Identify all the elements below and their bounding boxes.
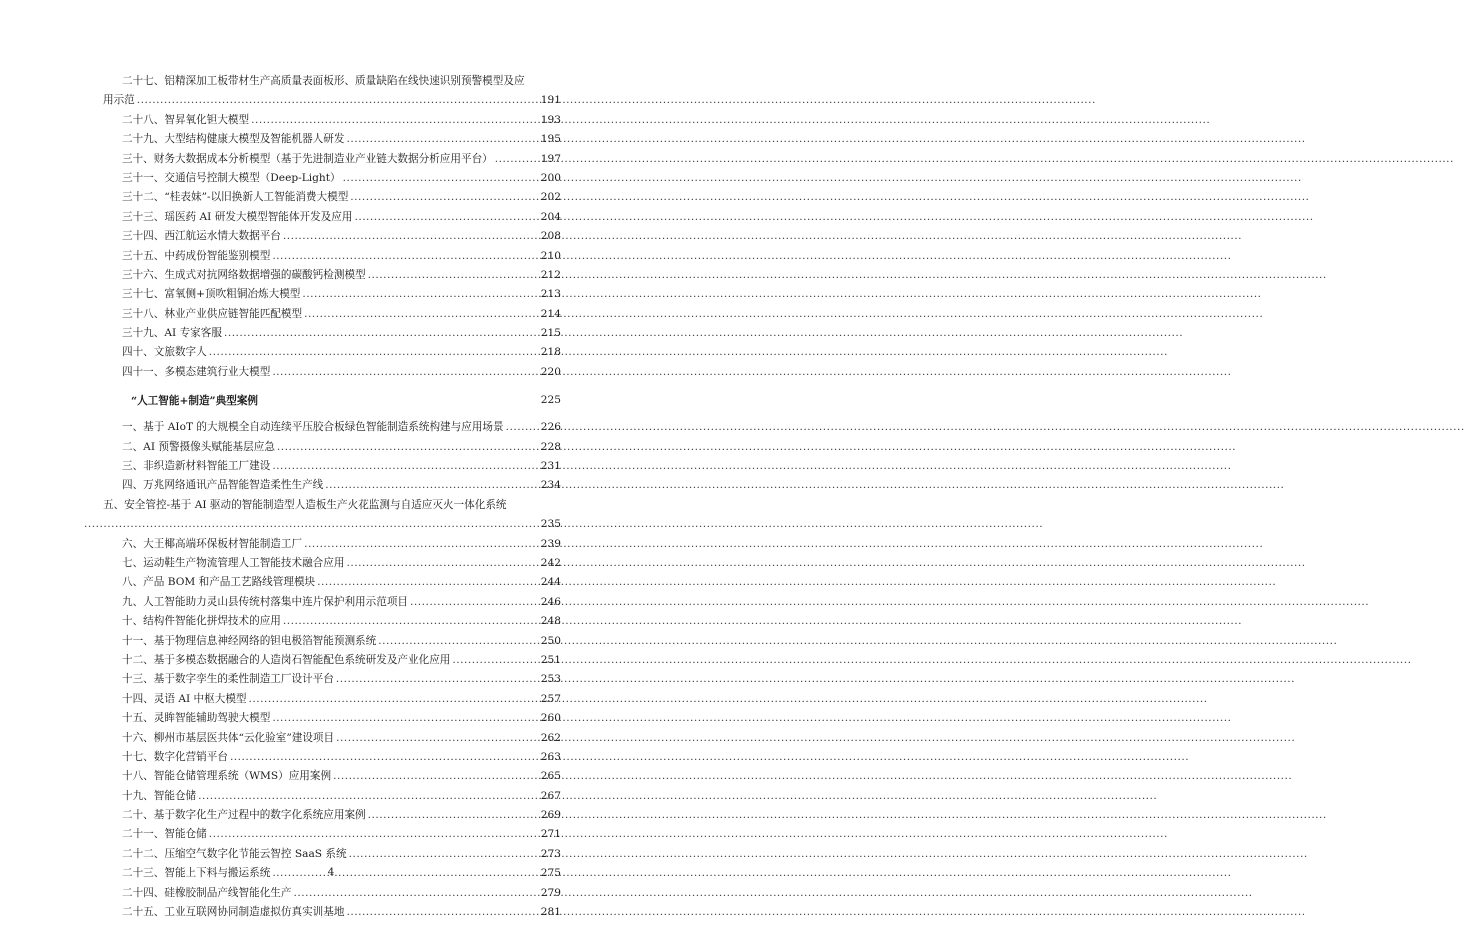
toc-entry-title: 四、万兆网络通讯产品智能智造柔性生产线	[122, 479, 324, 492]
dot-leader	[346, 903, 538, 922]
toc-entry[interactable]	[103, 651, 561, 670]
toc-page-number: 257	[540, 692, 561, 705]
section-heading[interactable]	[103, 382, 561, 418]
toc-entry[interactable]	[103, 363, 561, 382]
toc-page-number: 226	[540, 421, 561, 434]
toc-entry-title: 六、大王椰高端环保板材智能制造工厂	[122, 537, 303, 550]
dot-leader	[343, 169, 539, 188]
toc-page-number: 228	[540, 440, 561, 453]
toc-entry[interactable]	[103, 169, 561, 188]
toc-page-number: 244	[540, 576, 561, 589]
dot-leader	[333, 767, 539, 786]
toc-entry-title: 四十一、多模态建筑行业大模型	[122, 365, 271, 378]
toc-page-number: 251	[540, 653, 561, 666]
toc-page-number: 275	[540, 867, 561, 880]
toc-page-number: 218	[540, 346, 561, 359]
dot-leader	[224, 324, 539, 343]
toc-entry-title: 十一、基于物理信息神经网络的钽电极箔智能预测系统	[122, 634, 377, 647]
toc-entry-title: 四十、文旅数字人	[122, 346, 207, 359]
toc-page-number: 235	[540, 518, 561, 531]
toc-page-number: 262	[540, 731, 561, 744]
toc-entry-title: 八、产品 BOM 和产品工艺路线管理模块	[122, 576, 316, 589]
dot-leader	[272, 247, 538, 266]
dot-leader	[84, 515, 539, 534]
dot-leader	[350, 188, 538, 207]
dot-leader	[277, 438, 539, 457]
toc-page-number: 242	[540, 556, 561, 569]
toc-entry-title: 十、结构件智能化拼焊技术的应用	[122, 615, 281, 628]
toc-entry-title: 十八、智能仓储管理系统（WMS）应用案例	[122, 770, 332, 783]
toc-entry-title: 十三、基于数字孪生的柔性制造工厂设计平台	[122, 673, 334, 686]
toc-entry-title: 三十五、中药成份智能鉴别模型	[122, 249, 271, 262]
toc-entry-title: 三十三、瑶医药 AI 研发大模型智能体开发及应用	[122, 210, 353, 223]
toc-entry[interactable]	[103, 208, 561, 227]
dot-leader	[251, 111, 539, 130]
dot-leader	[336, 729, 539, 748]
toc-page-number: 212	[540, 268, 561, 281]
dot-leader	[349, 845, 539, 864]
toc-page-number: 273	[540, 847, 561, 860]
toc-page-number: 231	[540, 460, 561, 473]
toc-entry[interactable]	[103, 632, 561, 651]
toc-entry[interactable]	[103, 748, 561, 767]
dot-leader	[272, 363, 538, 382]
dot-leader	[368, 806, 539, 825]
toc-page-number: 195	[540, 133, 561, 146]
toc-page-number: 267	[540, 789, 561, 802]
dot-leader	[137, 91, 539, 110]
toc-entry-title: 七、运动鞋生产物流管理人工智能技术融合应用	[122, 556, 345, 569]
dot-leader	[346, 130, 538, 149]
toc-entry-title: 二十八、智昇氧化钽大模型	[122, 113, 250, 126]
dot-leader	[346, 554, 538, 573]
toc-entry-title: 二十、基于数字化生产过程中的数字化系统应用案例	[122, 809, 366, 822]
toc-entry-27-wrapped[interactable]	[103, 72, 561, 111]
toc-entry-title: 十七、数字化营销平台	[122, 750, 228, 763]
toc-entry[interactable]	[103, 227, 561, 246]
dot-leader	[368, 266, 539, 285]
toc-entry-title: 三、非织造新材料智能工厂建设	[122, 460, 271, 473]
toc-entry-text: 二十七、铝精深加工板带材生产高质量表面板形、质量缺陷在线快速识别预警模型及应	[122, 75, 525, 87]
toc-page-number: 265	[540, 770, 561, 783]
toc-entry[interactable]	[103, 418, 561, 437]
toc-entry[interactable]	[103, 324, 561, 343]
toc-page-number: 208	[540, 230, 561, 243]
toc-entry[interactable]	[103, 845, 561, 864]
toc-entry-title: 三十七、富氧侧+顶吹粗铜冶炼大模型	[122, 288, 301, 301]
toc-entry-title: 十六、柳州市基层医共体“云化验室”建设项目	[122, 731, 335, 744]
section-page-number: 225	[540, 394, 561, 407]
document-page	[0, 0, 662, 936]
toc-entry-title: 十二、基于多模态数据融合的人造岗石智能配色系统研发及产业化应用	[122, 653, 451, 666]
toc-entry-title: 三十一、交通信号控制大模型（Deep-Light）	[122, 171, 341, 184]
toc-entry-title: 二、AI 预警摄像头赋能基层应急	[122, 440, 275, 453]
dot-leader	[272, 457, 538, 476]
dot-leader	[230, 748, 539, 767]
toc-entry-title: 九、人工智能助力灵山县传统村落集中连片保护利用示范项目	[122, 595, 409, 608]
toc-entry[interactable]	[103, 535, 561, 554]
toc-page-number: 210	[540, 249, 561, 262]
toc-entry-title: 一、基于 AIoT 的大规模全自动连续平压胶合板绿色智能制造系统构建与应用场景	[122, 421, 504, 434]
dot-leader	[302, 285, 538, 304]
toc-entry-title: 三十四、西江航运水情大数据平台	[122, 230, 281, 243]
toc-page-number: 191	[540, 94, 561, 107]
toc-entry[interactable]	[103, 266, 561, 285]
toc-page-number: 213	[540, 288, 561, 301]
toc-entry-text-cont: 用示范	[103, 94, 135, 107]
toc-page-number: 193	[540, 113, 561, 126]
dot-leader	[209, 343, 539, 362]
dot-leader	[506, 418, 539, 437]
toc-entry-title: 二十一、智能仓储	[122, 828, 207, 841]
toc-entry[interactable]	[103, 825, 561, 844]
toc-entry[interactable]	[103, 593, 561, 612]
toc-page-number: 269	[540, 809, 561, 822]
toc-page-number: 234	[540, 479, 561, 492]
dot-leader	[452, 651, 538, 670]
dot-leader	[304, 535, 539, 554]
toc-entry-title: 三十六、生成式对抗网络数据增强的碳酸钙检测模型	[122, 268, 366, 281]
toc-entry[interactable]	[103, 690, 561, 709]
toc-entry[interactable]	[103, 343, 561, 362]
toc-page-number: 200	[540, 171, 561, 184]
toc-entry[interactable]	[103, 150, 561, 169]
toc-entry-title: 十四、灵语 AI 中枢大模型	[122, 692, 247, 705]
toc-page-number: 260	[540, 712, 561, 725]
toc-entry[interactable]	[103, 767, 561, 786]
toc-page-number: 250	[540, 634, 561, 647]
toc-entry-title: 二十二、压缩空气数字化节能云智控 SaaS 系统	[122, 847, 347, 860]
toc-entry[interactable]	[103, 285, 561, 304]
toc-entry-title: 二十九、大型结构健康大模型及智能机器人研发	[122, 133, 345, 146]
toc-page-number: 220	[540, 365, 561, 378]
toc-entry-title: 三十、财务大数据成本分析模型（基于先进制造业产业链大数据分析应用平台）	[122, 152, 493, 165]
toc-entry[interactable]	[103, 903, 561, 922]
dot-leader	[354, 208, 538, 227]
dot-leader	[272, 709, 538, 728]
toc-entry-title: 十九、智能仓储	[122, 789, 197, 802]
toc-page-number: 253	[540, 673, 561, 686]
dot-leader	[336, 670, 539, 689]
toc-entry-title: 十五、灵眸智能辅助驾驶大模型	[122, 712, 271, 725]
dot-leader	[410, 593, 539, 612]
toc-entry[interactable]	[103, 247, 561, 266]
toc-entry-title: 二十三、智能上下料与搬运系统	[122, 867, 271, 880]
toc-entry[interactable]	[103, 670, 561, 689]
toc-page-number: 239	[540, 537, 561, 550]
toc-page-number: 215	[540, 327, 561, 340]
toc-page-number: 248	[540, 615, 561, 628]
toc-entry[interactable]	[103, 884, 561, 903]
dot-leader	[283, 612, 539, 631]
dot-leader	[209, 825, 539, 844]
dot-leader	[198, 787, 539, 806]
toc-entry-title: 三十八、林业产业供应链智能匹配模型	[122, 307, 303, 320]
toc-page-number: 281	[540, 906, 561, 919]
toc-entry[interactable]	[103, 554, 561, 573]
toc-entry[interactable]	[103, 729, 561, 748]
toc-entry[interactable]	[103, 806, 561, 825]
page-number: 4	[327, 866, 335, 878]
toc-entry[interactable]	[103, 787, 561, 806]
toc-entry[interactable]	[103, 130, 561, 149]
toc-entry-5-wrapped[interactable]	[84, 496, 561, 535]
toc-page-number: 263	[540, 750, 561, 763]
table-of-contents	[103, 72, 561, 922]
toc-page-number: 279	[540, 886, 561, 899]
toc-entry[interactable]	[103, 476, 561, 495]
toc-entry[interactable]	[103, 111, 561, 130]
toc-entry-title: 三十九、AI 专家客服	[122, 327, 222, 340]
section-title: “人工智能+制造”典型案例	[131, 394, 258, 407]
toc-entry[interactable]	[103, 305, 561, 324]
toc-entry[interactable]	[103, 188, 561, 207]
toc-entry[interactable]	[103, 709, 561, 728]
dot-leader	[283, 227, 539, 246]
toc-entry[interactable]	[103, 573, 561, 592]
dot-leader	[317, 573, 539, 592]
toc-page-number: 246	[540, 595, 561, 608]
toc-entry-title: 三十二、“桂表妹”-以旧换新人工智能消费大模型	[122, 191, 349, 204]
dot-leader	[294, 884, 539, 903]
toc-entry-title: 二十四、硅橡胶制品产线智能化生产	[122, 886, 292, 899]
dot-leader	[378, 632, 539, 651]
dot-leader	[249, 690, 539, 709]
dot-leader	[495, 150, 539, 169]
dot-leader	[325, 476, 538, 495]
toc-page-number: 271	[540, 828, 561, 841]
toc-entry-text: 五、安全管控-基于 AI 驱动的智能制造型人造板生产火花监测与自适应灭火一体化系统	[103, 498, 507, 511]
toc-page-number: 197	[540, 152, 561, 165]
toc-entry[interactable]	[103, 612, 561, 631]
toc-page-number: 204	[540, 210, 561, 223]
toc-entry[interactable]	[103, 457, 561, 476]
toc-entry-title: 二十五、工业互联网协同制造虚拟仿真实训基地	[122, 906, 345, 919]
toc-entry[interactable]	[103, 438, 561, 457]
toc-page-number: 214	[540, 307, 561, 320]
dot-leader	[304, 305, 539, 324]
toc-page-number: 202	[540, 191, 561, 204]
